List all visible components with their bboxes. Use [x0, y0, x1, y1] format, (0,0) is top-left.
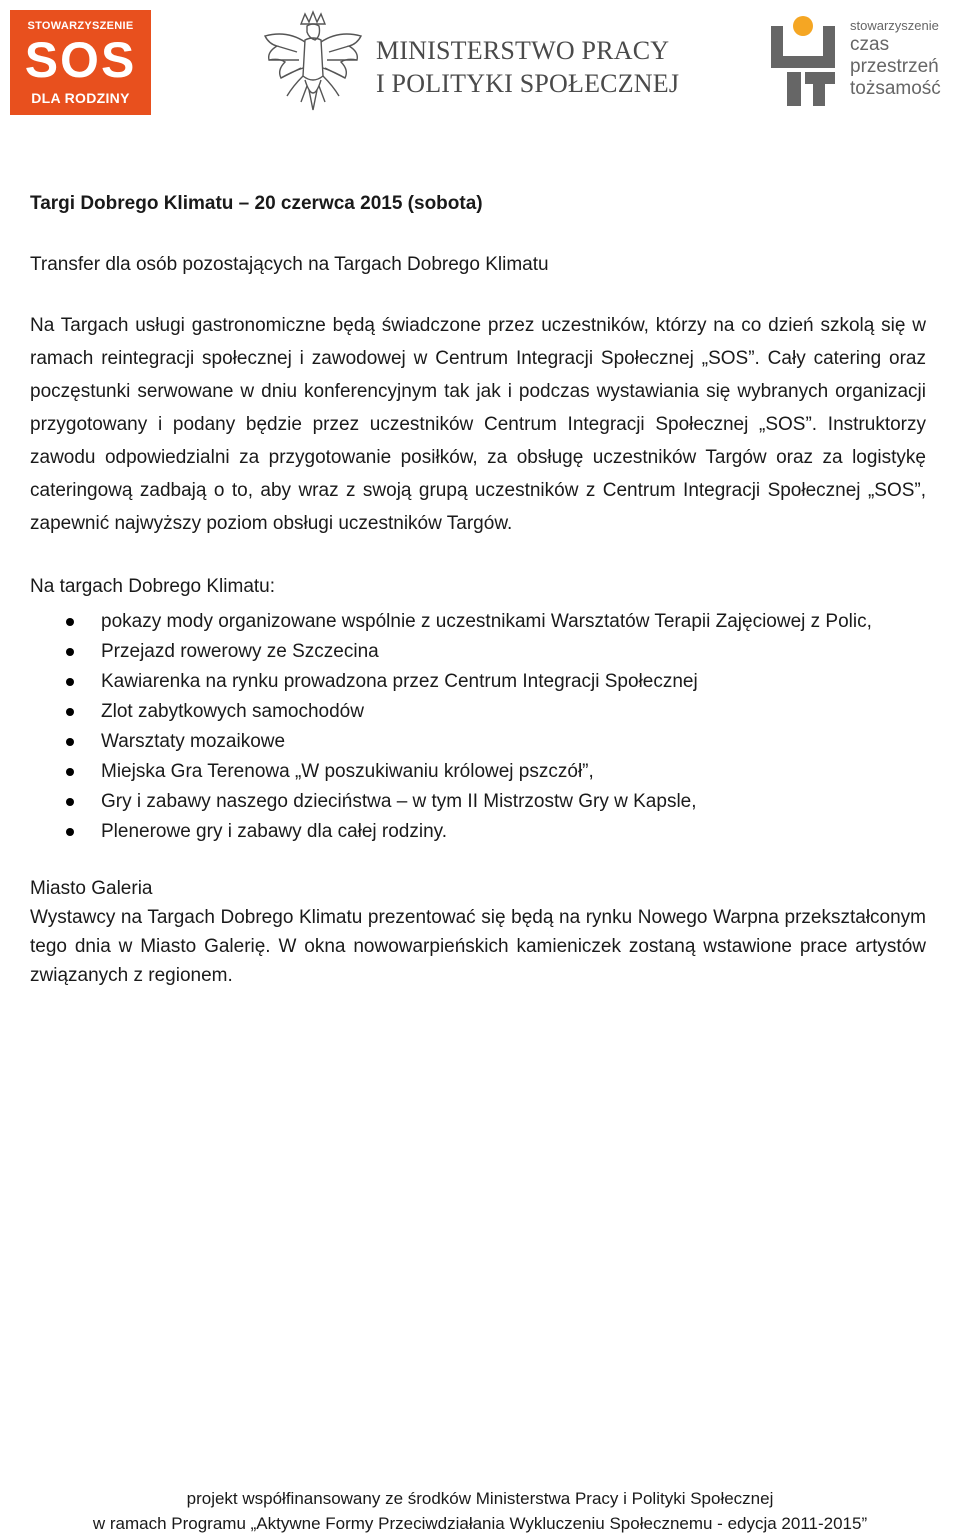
list-item — [30, 817, 926, 847]
document-title: Targi Dobrego Klimatu – 20 czerwca 2015 (sobota) — [30, 193, 483, 214]
czas-line2: czas — [850, 34, 890, 55]
list-item — [30, 727, 926, 757]
ministry-logo-text — [376, 34, 679, 100]
list-item — [30, 637, 926, 667]
bullet-icon — [66, 798, 74, 806]
list-item — [30, 667, 926, 697]
sos-logo-line2: SOS — [24, 32, 137, 88]
attractions-list — [30, 607, 926, 847]
czas-line4: tożsamość — [850, 78, 941, 99]
czas-line3: przestrzeń — [850, 56, 939, 77]
list-item-text: Przejazd rowerowy ze Szczecina — [101, 641, 379, 662]
bullet-icon — [66, 648, 74, 656]
bullet-icon — [66, 678, 74, 686]
list-item — [30, 787, 926, 817]
list-item — [30, 757, 926, 787]
czas-line1: stowarzyszenie — [850, 18, 939, 33]
bullet-icon — [66, 828, 74, 836]
list-item-text: Plenerowe gry i zabawy dla całej rodziny. — [101, 821, 448, 842]
bullet-icon — [66, 708, 74, 716]
czas-logo-mark-icon — [769, 12, 837, 108]
list-item — [30, 697, 926, 727]
page-footer — [0, 1486, 960, 1536]
polish-eagle-emblem-icon — [257, 10, 369, 118]
list-item-text: Miejska Gra Terenowa „W poszukiwaniu królowej pszczół”, — [101, 761, 594, 782]
document-subtitle: Transfer dla osób pozostających na Targach Dobrego Klimatu — [30, 254, 549, 275]
sos-logo — [10, 10, 151, 115]
czas-logo-text — [850, 18, 941, 100]
footer-line1: projekt współfinansowany ze środków Ministerstwa Pracy i Polityki Społecznej — [186, 1489, 774, 1508]
sos-logo-line3: DLA RODZINY — [31, 90, 130, 106]
list-item — [30, 607, 926, 637]
list-item-text: Kawiarenka na rynku prowadzona przez Centrum Integracji Społecznej — [101, 671, 698, 692]
ministry-line2: I POLITYKI SPOŁECZNEJ — [376, 69, 680, 98]
gallery-heading: Miasto Galeria — [30, 878, 153, 899]
list-lead: Na targach Dobrego Klimatu: — [30, 576, 276, 597]
sos-logo-line1: STOWARZYSZENIE — [27, 20, 134, 32]
list-item-text: Zlot zabytkowych samochodów — [101, 701, 364, 722]
bullet-icon — [66, 768, 74, 776]
list-item-text: Warsztaty mozaikowe — [101, 731, 286, 752]
gallery-paragraph: Wystawcy na Targach Dobrego Klimatu prezentować się będą na rynku Nowego Warpna przekształconym tego dnia w Miasto Galerię. W okna nowowarpieńskich kamieniczek zostaną wstawione prace artystów związanych z regionem. — [30, 907, 926, 986]
footer-line2: w ramach Programu „Aktywne Formy Przeciwdziałania Wykluczeniu Społecznemu - edycja 2011-2015” — [92, 1514, 868, 1533]
ministry-line1: MINISTERSTWO PRACY — [376, 36, 670, 65]
document-body — [30, 190, 926, 990]
bullet-icon — [66, 618, 74, 626]
bullet-icon — [66, 738, 74, 746]
list-item-text: Gry i zabawy naszego dzieciństwa – w tym II Mistrzostw Gry w Kapsle, — [101, 791, 697, 812]
list-item-text: pokazy mody organizowane wspólnie z uczestnikami Warsztatów Terapii Zajęciowej z Polic, — [101, 611, 872, 632]
intro-paragraph: Na Targach usługi gastronomiczne będą świadczone przez uczestników, którzy na co dzień szkolą się w ramach reintegracji społecznej i zawodowej w Centrum Integracji Społecznej „SOS”. Cały catering oraz poczęstunki serwowane w dniu konferencyjnym tak jak i podczas wystawiania się wybranych organizacji przygotowany i podany będzie przez uczestników Centrum Integracji Społecznej „SOS”. Instruktorzy zawodu odpowiedzialni za przygotowanie posiłków, za obsługę uczestników Targów oraz za logistykę cateringową zadbają o to, aby wraz z swoją grupą uczestników z Centrum Integracji Społecznej „SOS”, zapewnić najwyższy poziom obsługi uczestników Targów. — [30, 315, 926, 534]
